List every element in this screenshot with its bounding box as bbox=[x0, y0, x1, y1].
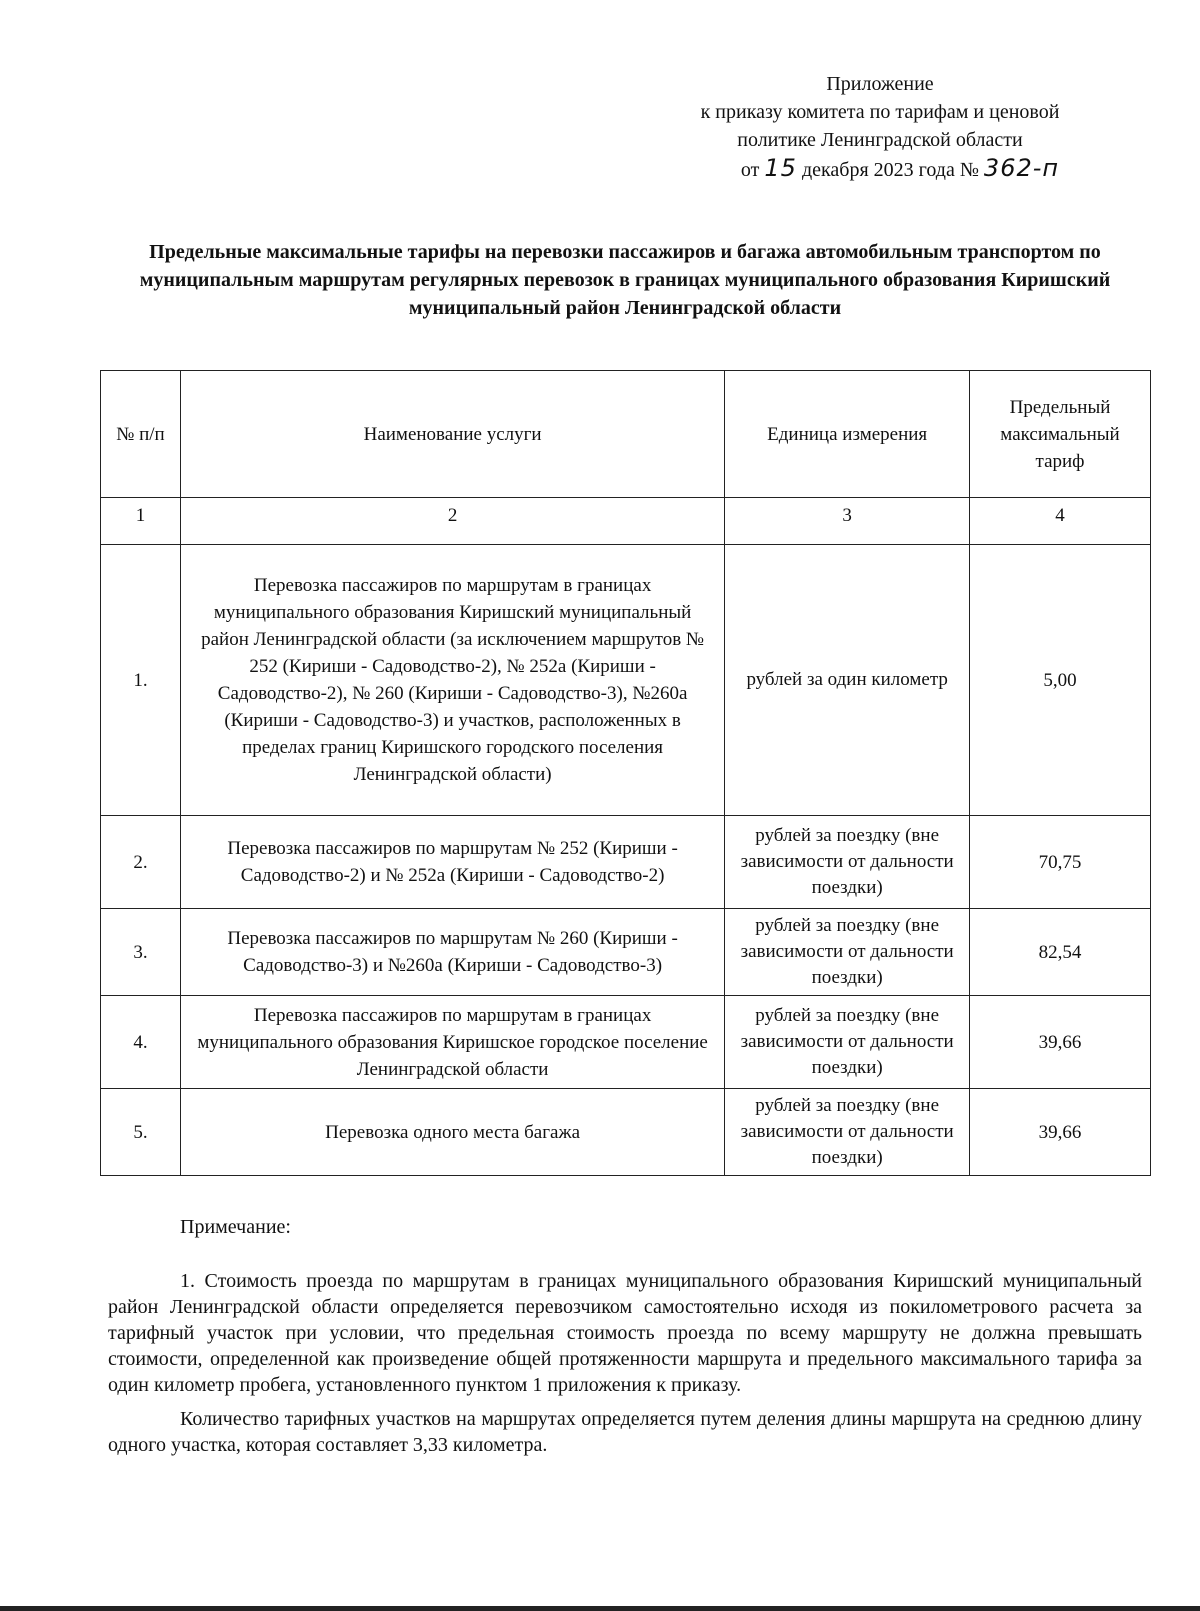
header-num: № п/п bbox=[101, 371, 181, 498]
tariff-table bbox=[100, 370, 1151, 1176]
note-paragraph-2: Количество тарифных участков на маршрутах определяется путем деления длины маршрута на среднюю длину одного участка, которая составляет 3,33 километра. bbox=[108, 1408, 1142, 1456]
row-num: 5. bbox=[101, 1089, 181, 1176]
handwritten-day: 15 bbox=[764, 154, 797, 182]
appendix-title: Приложение bbox=[826, 73, 934, 95]
col-number: 4 bbox=[970, 498, 1151, 545]
row-unit: рублей за поездку (вне зависимости от дальности поездки) bbox=[725, 816, 970, 909]
col-number: 1 bbox=[101, 498, 181, 545]
table-row bbox=[101, 996, 1151, 1089]
header-unit: Единица измерения bbox=[725, 371, 970, 498]
row-tariff: 82,54 bbox=[970, 909, 1151, 996]
row-service: Перевозка пассажиров по маршрутам № 252 (Кириши - Садоводство-2) и № 252а (Кириши - Садоводство-2) bbox=[180, 816, 724, 909]
row-unit: рублей за один километр bbox=[725, 545, 970, 816]
document-title: Предельные максимальные тарифы на перевозки пассажиров и багажа автомобильным транспортом по муниципальным маршрутам регулярных перевозок в границах муниципального образования Киришский муниципальный район Ленинградской области bbox=[139, 241, 1111, 319]
row-tariff: 39,66 bbox=[970, 1089, 1151, 1176]
row-tariff: 70,75 bbox=[970, 816, 1151, 909]
appendix-line-1: к приказу комитета по тарифам и ценовой bbox=[700, 101, 1060, 123]
row-num: 4. bbox=[101, 996, 181, 1089]
appendix-header bbox=[620, 70, 1140, 184]
table-row bbox=[101, 545, 1151, 816]
row-tariff: 5,00 bbox=[970, 545, 1151, 816]
date-rest: декабря 2023 года № bbox=[801, 159, 979, 181]
col-number: 2 bbox=[180, 498, 724, 545]
row-num: 2. bbox=[101, 816, 181, 909]
col-number: 3 bbox=[725, 498, 970, 545]
table-row bbox=[101, 1089, 1151, 1176]
row-num: 1. bbox=[101, 545, 181, 816]
row-unit: рублей за поездку (вне зависимости от дальности поездки) bbox=[725, 996, 970, 1089]
row-service: Перевозка пассажиров по маршрутам в границах муниципального образования Киришский муниципальный район Ленинградской области (за исключением маршрутов № 252 (Кириши - Садоводство-2), № 252а (Кириши - Садоводство-2), № 260 (Кириши - Садоводство-3), №260а (Кириши - Садоводство-3) и участков, расположенных в пределах границ Киришского городского поселения Ленинградской области) bbox=[180, 545, 724, 816]
date-prefix: от bbox=[740, 159, 760, 181]
handwritten-order-number: 362-п bbox=[983, 154, 1060, 182]
header-service: Наименование услуги bbox=[180, 371, 724, 498]
note-paragraph-1: 1. Стоимость проезда по маршрутам в границах муниципального образования Киришский муниципальный район Ленинградской области определяется перевозчиком самостоятельно исходя из покилометрового расчета за тарифный участок при условии, что предельная стоимость проезда по всему маршруту не должна превышать стоимости, определенной как произведение общей протяженности маршрута и предельного максимального тарифа за один километр пробега, установленного пунктом 1 приложения к приказу. bbox=[108, 1270, 1142, 1396]
scan-bottom-edge bbox=[0, 1606, 1200, 1611]
column-numbers-row bbox=[101, 498, 1151, 545]
notes-body bbox=[108, 1268, 1142, 1466]
row-num: 3. bbox=[101, 909, 181, 996]
row-service: Перевозка пассажиров по маршрутам в границах муниципального образования Киришское городское поселение Ленинградской области bbox=[180, 996, 724, 1089]
table-row bbox=[101, 909, 1151, 996]
header-tariff: Предельный максимальный тариф bbox=[970, 371, 1151, 498]
row-unit: рублей за поездку (вне зависимости от дальности поездки) bbox=[725, 909, 970, 996]
notes-title: Примечание: bbox=[180, 1216, 291, 1238]
appendix-line-2: политике Ленинградской области bbox=[737, 129, 1023, 151]
row-tariff: 39,66 bbox=[970, 996, 1151, 1089]
row-unit: рублей за поездку (вне зависимости от дальности поездки) bbox=[725, 1089, 970, 1176]
row-service: Перевозка пассажиров по маршрутам № 260 (Кириши - Садоводство-3) и №260а (Кириши - Садоводство-3) bbox=[180, 909, 724, 996]
table-row bbox=[101, 816, 1151, 909]
row-service: Перевозка одного места багажа bbox=[180, 1089, 724, 1176]
appendix-date-line bbox=[620, 154, 1140, 184]
table-header-row bbox=[101, 371, 1151, 498]
